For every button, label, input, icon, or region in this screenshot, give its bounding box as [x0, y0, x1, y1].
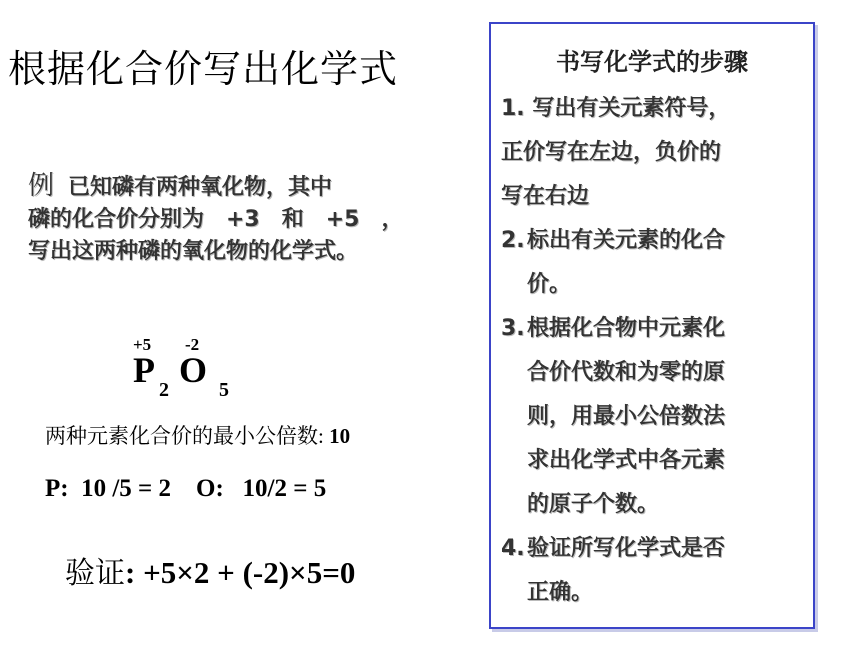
- step-4: [501, 527, 807, 615]
- step-1-line: 写在右边: [501, 184, 590, 209]
- step-4-line: 正确。: [527, 580, 594, 605]
- step-3-line: 根据化合物中元素化: [527, 316, 726, 341]
- step-1-line: 1. 写出有关元素符号，: [501, 96, 731, 121]
- example-line-2: 磷的化合价分别为 +3 和 +5 ，: [28, 207, 404, 232]
- step-3: [501, 307, 807, 527]
- p-valence: +5: [133, 335, 152, 354]
- step-4-line: 验证所写化学式是否: [527, 536, 726, 561]
- step-3-line: 的原子个数。: [527, 492, 660, 517]
- element-p: P: [133, 350, 155, 390]
- step-2-number: 2.: [501, 228, 525, 253]
- example-line-3: 写出这两种磷的氧化物的化学式。: [28, 239, 359, 264]
- step-3-number: 3.: [501, 316, 525, 341]
- subscript-p: 2: [159, 379, 169, 401]
- step-2-line: 价。: [527, 272, 572, 297]
- example-line-1: 例 已知磷有两种氧化物，其中: [28, 171, 333, 201]
- step-2: [501, 219, 807, 307]
- step-3-line: 则，用最小公倍数法: [527, 404, 726, 429]
- steps-panel-title: 书写化学式的步骤: [556, 48, 748, 76]
- lcm-label: 两种元素化合价的最小公倍数:: [45, 424, 324, 448]
- steps-panel: [489, 22, 815, 629]
- step-3-line: 求出化学式中各元素: [527, 448, 726, 473]
- element-o: O: [179, 350, 208, 390]
- chemical-formula: [133, 335, 273, 405]
- step-1: [501, 87, 807, 219]
- step-1-line: 正价写在左边，负价的: [501, 140, 722, 165]
- step-3-line: 合价代数和为零的原: [527, 360, 726, 385]
- subscript-o: 5: [219, 379, 229, 401]
- example-problem: [28, 170, 483, 268]
- lcm-value: 10: [329, 424, 351, 448]
- verification-line: [65, 548, 355, 592]
- o-valence: -2: [185, 335, 200, 354]
- verify-label: 验证: [65, 556, 125, 591]
- step-2-line: 标出有关元素的化合: [527, 228, 726, 253]
- steps-list: [501, 87, 807, 615]
- example-lead: 例: [28, 171, 55, 201]
- page-title: 根据化合价写出化学式: [8, 47, 399, 91]
- verify-expression: : +5×2 + (-2)×5=0: [125, 555, 356, 590]
- calculation-line: P: 10 /5 = 2 O: 10/2 = 5: [45, 475, 327, 502]
- step-4-number: 4.: [501, 536, 525, 561]
- lcm-line: [45, 420, 350, 450]
